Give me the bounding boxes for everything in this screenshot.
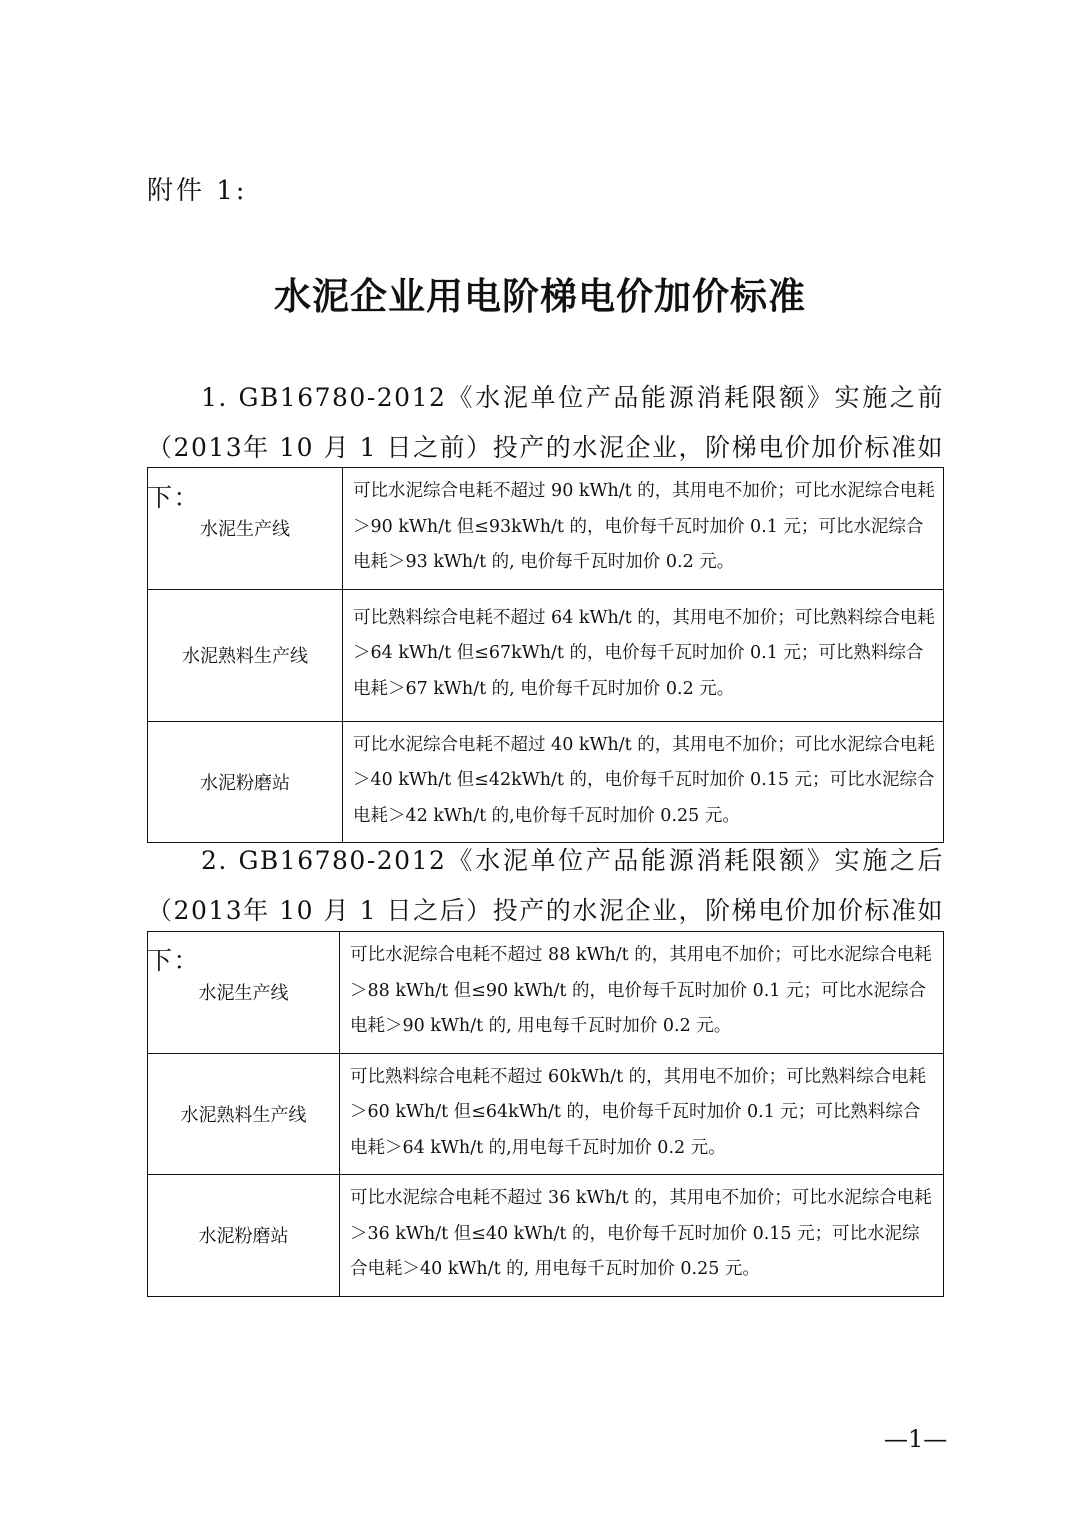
page-number: —1—	[884, 1425, 948, 1453]
description-cell: 可比熟料综合电耗不超过 60kWh/t 的，其用电不加价；可比熟料综合电耗＞60 kWh/t 但≤64kWh/t 的，电价每千瓦时加价 0.1 元；可比熟料综合电耗＞64 kWh/t 的,用电每千瓦时加价 0.2 元。	[340, 1053, 944, 1175]
category-cell: 水泥熟料生产线	[148, 589, 343, 721]
table-row	[148, 589, 944, 721]
category-cell: 水泥熟料生产线	[148, 1053, 340, 1175]
category-cell: 水泥生产线	[148, 468, 343, 590]
section-2-intro: 2. GB16780-2012《水泥单位产品能源消耗限额》实施之后（2013年 10 月 1 日之后）投产的水泥企业，阶梯电价加价标准如下：	[147, 846, 944, 975]
description-cell: 可比水泥综合电耗不超过 36 kWh/t 的，其用电不加价；可比水泥综合电耗＞36 kWh/t 但≤40 kWh/t 的，电价每千瓦时加价 0.15 元；可比水泥综合电耗＞40 kWh/t 的, 用电每千瓦时加价 0.25 元。	[340, 1175, 944, 1297]
pricing-table-after-2013	[147, 931, 944, 1297]
table-row	[148, 1053, 944, 1175]
category-cell: 水泥生产线	[148, 932, 340, 1054]
attachment-label: 附件 1:	[147, 176, 248, 206]
section-1-intro: 1. GB16780-2012《水泥单位产品能源消耗限额》实施之前（2013年 10 月 1 日之前）投产的水泥企业，阶梯电价加价标准如下：	[147, 383, 944, 512]
table-row	[148, 1175, 944, 1297]
table-row	[148, 932, 944, 1054]
document-title: 水泥企业用电阶梯电价加价标准	[274, 275, 806, 318]
category-cell: 水泥粉磨站	[148, 1175, 340, 1297]
description-cell: 可比熟料综合电耗不超过 64 kWh/t 的，其用电不加价；可比熟料综合电耗＞64 kWh/t 但≤67kWh/t 的，电价每千瓦时加价 0.1 元；可比熟料综合电耗＞67 kWh/t 的, 电价每千瓦时加价 0.2 元。	[343, 589, 944, 721]
description-cell: 可比水泥综合电耗不超过 88 kWh/t 的，其用电不加价；可比水泥综合电耗＞88 kWh/t 但≤90 kWh/t 的，电价每千瓦时加价 0.1 元；可比水泥综合电耗＞90 kWh/t 的, 用电每千瓦时加价 0.2 元。	[340, 932, 944, 1054]
description-cell: 可比水泥综合电耗不超过 40 kWh/t 的，其用电不加价；可比水泥综合电耗＞40 kWh/t 但≤42kWh/t 的，电价每千瓦时加价 0.15 元；可比水泥综合电耗＞42 kWh/t 的,电价每千瓦时加价 0.25 元。	[343, 721, 944, 843]
table-row	[148, 721, 944, 843]
pricing-table-before-2013	[147, 467, 944, 843]
category-cell: 水泥粉磨站	[148, 721, 343, 843]
table-row	[148, 468, 944, 590]
description-cell: 可比水泥综合电耗不超过 90 kWh/t 的，其用电不加价；可比水泥综合电耗＞90 kWh/t 但≤93kWh/t 的，电价每千瓦时加价 0.1 元；可比水泥综合电耗＞93 kWh/t 的, 电价每千瓦时加价 0.2 元。	[343, 468, 944, 590]
